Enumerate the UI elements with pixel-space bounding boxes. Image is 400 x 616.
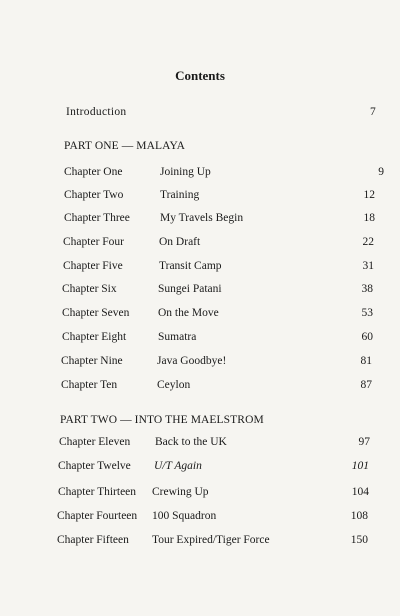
part-one-heading: PART ONE — MALAYA [64, 140, 186, 152]
toc-row [62, 307, 373, 323]
toc-row [61, 379, 372, 395]
toc-row [57, 534, 368, 550]
toc-entry-introduction [66, 106, 376, 118]
chapter-page: 38 [361, 283, 373, 295]
chapter-title: Joining Up [160, 166, 211, 178]
chapter-title: Transit Camp [159, 260, 222, 272]
chapter-page: 53 [361, 307, 373, 319]
chapter-number: Chapter Eight [62, 331, 127, 343]
chapter-title: On the Move [158, 307, 219, 319]
toc-row [63, 260, 374, 276]
toc-row [62, 331, 373, 347]
toc-row [58, 460, 369, 476]
chapter-number: Chapter Seven [62, 307, 130, 319]
toc-row [57, 510, 368, 526]
chapter-title: On Draft [159, 236, 201, 248]
chapter-title: Sungei Patani [158, 283, 222, 295]
chapter-title: 100 Squadron [152, 510, 217, 522]
chapter-title: My Travels Begin [160, 212, 244, 224]
chapter-number: Chapter Six [62, 283, 117, 295]
toc-row [61, 355, 372, 371]
chapter-page: 81 [360, 355, 372, 367]
page-title: Contents [175, 68, 225, 83]
chapter-number: Chapter Three [64, 212, 130, 224]
toc-row [63, 236, 374, 252]
chapter-title: U/T Again [154, 460, 202, 472]
chapter-page: 60 [361, 331, 373, 343]
chapter-number: Chapter Twelve [58, 460, 131, 472]
toc-row [62, 283, 373, 299]
chapter-title: Training [160, 189, 200, 201]
toc-row [64, 166, 384, 182]
chapter-title: Tour Expired/Tiger Force [152, 534, 270, 546]
chapter-title: Java Goodbye! [157, 355, 227, 367]
chapter-page: 87 [360, 379, 372, 391]
chapter-number: Chapter Thirteen [58, 486, 137, 498]
chapter-page: 101 [351, 460, 369, 472]
chapter-title: Ceylon [157, 379, 191, 391]
chapter-number: Chapter Five [63, 260, 123, 272]
chapter-number: Chapter Eleven [59, 436, 131, 448]
chapter-number: Chapter One [64, 166, 123, 178]
toc-row [59, 436, 370, 452]
toc-row [64, 189, 375, 205]
chapter-number: Chapter Fourteen [57, 510, 138, 522]
chapter-page: 9 [378, 166, 384, 178]
toc-entry-label: Introduction [66, 106, 127, 118]
toc-row [58, 486, 369, 502]
chapter-page: 104 [351, 486, 369, 498]
chapter-title: Crewing Up [152, 486, 209, 498]
chapter-number: Chapter Nine [61, 355, 123, 367]
toc-entry-page: 7 [369, 106, 376, 118]
chapter-number: Chapter Fifteen [57, 534, 129, 546]
chapter-title: Sumatra [158, 331, 197, 343]
toc-row [64, 212, 375, 228]
chapter-page: 18 [363, 212, 375, 224]
chapter-number: Chapter Ten [61, 379, 118, 391]
part-two-heading: PART TWO — INTO THE MAELSTROM [60, 414, 264, 426]
chapter-page: 31 [362, 260, 374, 272]
chapter-page: 97 [358, 436, 370, 448]
chapter-number: Chapter Four [63, 236, 125, 248]
chapter-page: 108 [350, 510, 368, 522]
chapter-page: 150 [350, 534, 368, 546]
chapter-title: Back to the UK [155, 436, 227, 448]
chapter-page: 12 [363, 189, 375, 201]
chapter-number: Chapter Two [64, 189, 124, 201]
chapter-page: 22 [362, 236, 374, 248]
